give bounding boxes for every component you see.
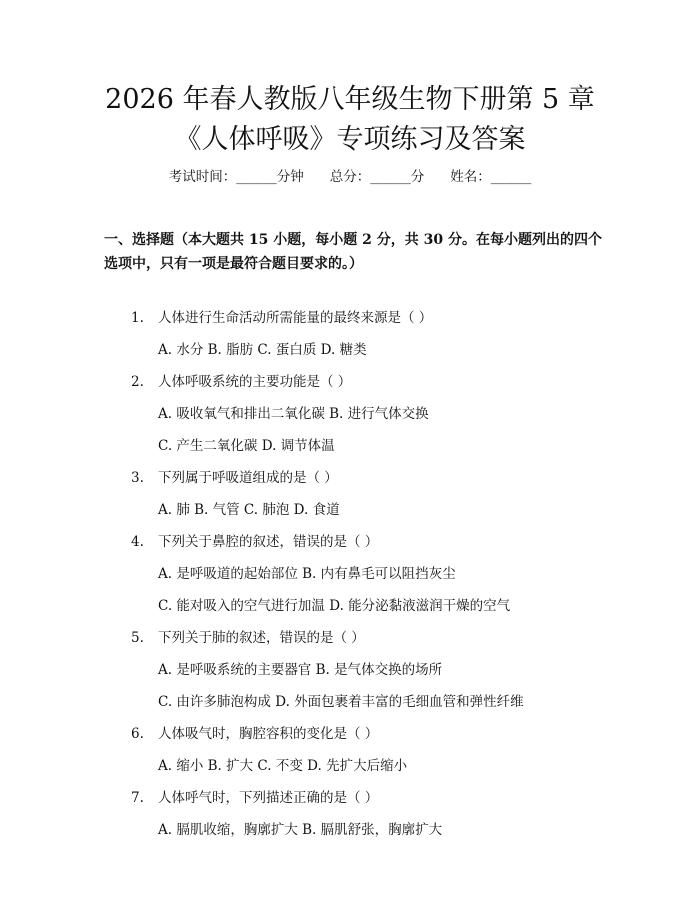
question-2-options-line-2: C. 产生二氧化碳 D. 调节体温 bbox=[158, 438, 335, 454]
question-5-options-line-1: A. 是呼吸系统的主要器官 B. 是气体交换的场所 bbox=[158, 662, 443, 678]
question-7-options-line-1: A. 膈肌收缩，胸廓扩大 B. 膈肌舒张，胸廓扩大 bbox=[158, 822, 443, 838]
question-5-options-line-2: C. 由许多肺泡构成 D. 外面包裹着丰富的毛细血管和弹性纤维 bbox=[158, 694, 524, 710]
question-2-options-line-1: A. 吸收氧气和排出二氧化碳 B. 进行气体交换 bbox=[158, 406, 429, 422]
document-title: 2026 年春人教版八年级生物下册第 5 章《人体呼吸》专项练习及答案 bbox=[105, 84, 595, 155]
question-3-options-line-1: A. 肺 B. 气管 C. 肺泡 D. 食道 bbox=[158, 502, 340, 518]
question-1-options-line-1: A. 水分 B. 脂肪 C. 蛋白质 D. 糖类 bbox=[158, 342, 367, 358]
question-4-options-line-1: A. 是呼吸道的起始部位 B. 内有鼻毛可以阻挡灰尘 bbox=[158, 566, 456, 582]
question-5 bbox=[131, 628, 365, 648]
question-6-options-line-1: A. 缩小 B. 扩大 C. 不变 D. 先扩大后缩小 bbox=[158, 758, 408, 774]
question-text: 人体呼气时，下列描述正确的是（ ） bbox=[158, 790, 379, 806]
exam-time-field: 考试时间：______分钟 bbox=[168, 169, 304, 185]
question-number: 6. bbox=[131, 726, 144, 742]
question-6 bbox=[131, 724, 378, 744]
question-text: 人体吸气时，胸腔容积的变化是（ ） bbox=[158, 726, 379, 742]
total-score-field: 总分：______分 bbox=[329, 169, 425, 185]
question-number: 2. bbox=[131, 374, 144, 390]
question-text: 下列关于肺的叙述，错误的是（ ） bbox=[158, 630, 365, 646]
student-name-field: 姓名：______ bbox=[450, 169, 532, 185]
question-1 bbox=[131, 308, 432, 328]
question-number: 5. bbox=[131, 630, 144, 646]
question-4 bbox=[131, 532, 378, 552]
section-heading: 一、选择题（本大题共 15 小题，每小题 2 分，共 30 分。在每小题列出的四个选项中，只有一项是最符合题目要求的。） bbox=[104, 232, 602, 272]
question-text: 人体进行生命活动所需能量的最终来源是（ ） bbox=[158, 310, 433, 326]
question-4-options-line-2: C. 能对吸入的空气进行加温 D. 能分泌黏液滋润干燥的空气 bbox=[158, 598, 511, 614]
question-text: 下列属于呼吸道组成的是（ ） bbox=[158, 470, 338, 486]
question-text: 人体呼吸系统的主要功能是（ ） bbox=[158, 374, 352, 390]
question-number: 7. bbox=[131, 790, 144, 806]
question-number: 3. bbox=[131, 470, 144, 486]
question-7 bbox=[131, 788, 378, 808]
question-number: 1. bbox=[131, 310, 144, 326]
question-text: 下列关于鼻腔的叙述，错误的是（ ） bbox=[158, 534, 379, 550]
question-number: 4. bbox=[131, 534, 144, 550]
question-3 bbox=[131, 468, 338, 488]
question-2 bbox=[131, 372, 351, 392]
exam-info-line bbox=[0, 167, 700, 187]
